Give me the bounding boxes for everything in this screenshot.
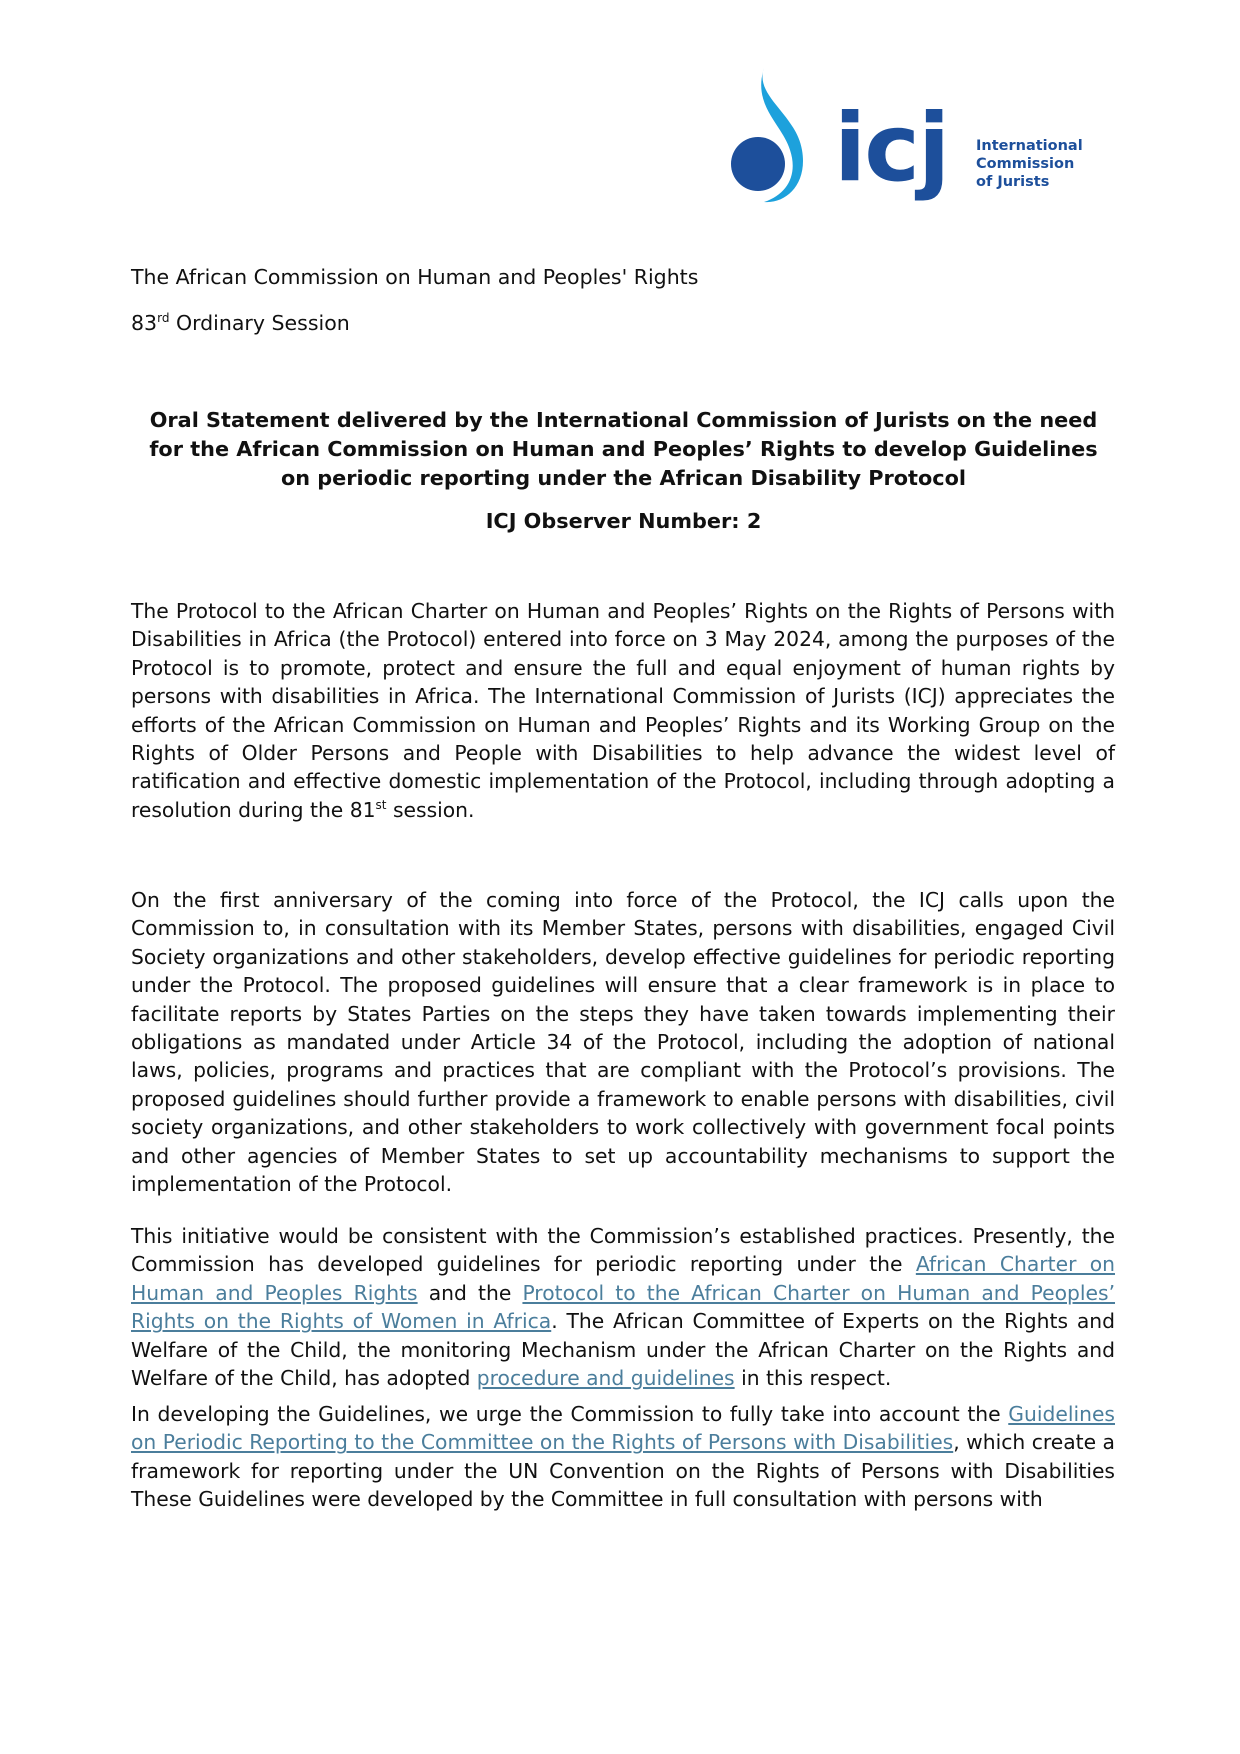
african-charter-link[interactable]: African Charter on Human and Peoples Rights: [131, 1252, 1115, 1305]
water-drop-icon: [724, 66, 834, 206]
paragraph-text: In developing the Guidelines, we urge the Commission to fully take into account the: [131, 1402, 1009, 1426]
session-line: [131, 311, 350, 335]
observer-number: ICJ Observer Number: 2: [485, 509, 762, 533]
icj-logo: [724, 66, 1084, 216]
logo-org-line: International: [976, 138, 1083, 154]
paragraph-text: session.: [386, 797, 475, 822]
session-number: 83: [131, 311, 158, 335]
logo-org-line: Commission: [976, 156, 1075, 172]
paragraph-text: This initiative would be consistent with the Commission’s established practices. Presently, the Commission has developed guidelines for periodic reporting under the: [131, 1224, 1115, 1277]
paragraph-text: . The African Committee of Experts on the Rights and Welfare of the Child, the monitoring Mechanism under the African Charter on the Rights and Welfare of the Child, has adopted: [131, 1309, 1115, 1391]
paragraph-text: and the: [417, 1280, 523, 1305]
paragraph-text: The Protocol to the African Charter on Human and Peoples’ Rights on the Rights of Persons with Disabilities in Africa (the Protocol) entered into force on 3 May 2024, among the purposes of the Protocol is to promote, protect and ensure the full and equal enjoyment of human rights by persons with disabilities in Africa. The International Commission of Jurists (ICJ) appreciates the efforts of the African Commission on Human and Peoples’ Rights and its Working Group on the Rights of Older Persons and People with Disabilities to help advance the widest level of ratification and effective domestic implementation of the Protocol, including through adopting a resolution during the 81: [131, 599, 1115, 822]
paragraph-crpd-guidelines: [131, 1400, 1115, 1514]
paragraph-established-practices: [131, 1222, 1115, 1392]
paragraph-text: , which create a framework for reporting under the UN Convention on the Rights of Persons with Disabilities These Guidelines were developed by the Committee in full consultation with persons with: [131, 1430, 1115, 1512]
paragraph-protocol-intro: [131, 597, 1115, 824]
paragraph-text: in this respect.: [734, 1366, 892, 1391]
ordinal-suffix: st: [375, 798, 387, 813]
logo-wordmark: icj: [834, 94, 949, 203]
crpd-guidelines-link[interactable]: Guidelines on Periodic Reporting to the Committee on the Rights of Persons with Disabilities: [131, 1402, 1115, 1455]
logo-organization-name: [976, 137, 1083, 191]
paragraph-call-for-guidelines: On the first anniversary of the coming into force of the Protocol, the ICJ calls upon the Commission to, in consultation with its Member States, persons with disabilities, engaged Civil Society organizations and other stakeholders, develop effective guidelines for periodic reporting under the Protocol. The proposed guidelines will ensure that a clear framework is in place to facilitate reports by States Parties on the steps they have taken towards implementing their obligations as mandated under Article 34 of the Protocol, including the adoption of national laws, policies, programs and practices that are compliant with the Protocol’s provisions. The proposed guidelines should further provide a framework to enable persons with disabilities, civil society organizations, and other stakeholders to work collectively with government focal points and other agencies of Member States to set up accountability mechanisms to support the implementation of the Protocol.: [131, 888, 1115, 1197]
womens-rights-protocol-link[interactable]: Protocol to the African Charter on Human and Peoples’ Rights on the Rights of Women in Africa: [131, 1280, 1116, 1334]
logo-org-line: of Jurists: [976, 174, 1050, 190]
commission-name: The African Commission on Human and Peoples' Rights: [131, 265, 699, 289]
title-line: on periodic reporting under the African Disability Protocol: [280, 466, 967, 490]
procedure-guidelines-link[interactable]: procedure and guidelines: [476, 1366, 735, 1391]
title-line: for the African Commission on Human and Peoples’ Rights to develop Guidelines: [149, 437, 1098, 461]
session-ordinal: rd: [157, 311, 170, 326]
statement-title: [131, 406, 1116, 493]
session-label: Ordinary Session: [175, 311, 350, 335]
title-line: Oral Statement delivered by the International Commission of Jurists on the need: [149, 408, 1098, 432]
